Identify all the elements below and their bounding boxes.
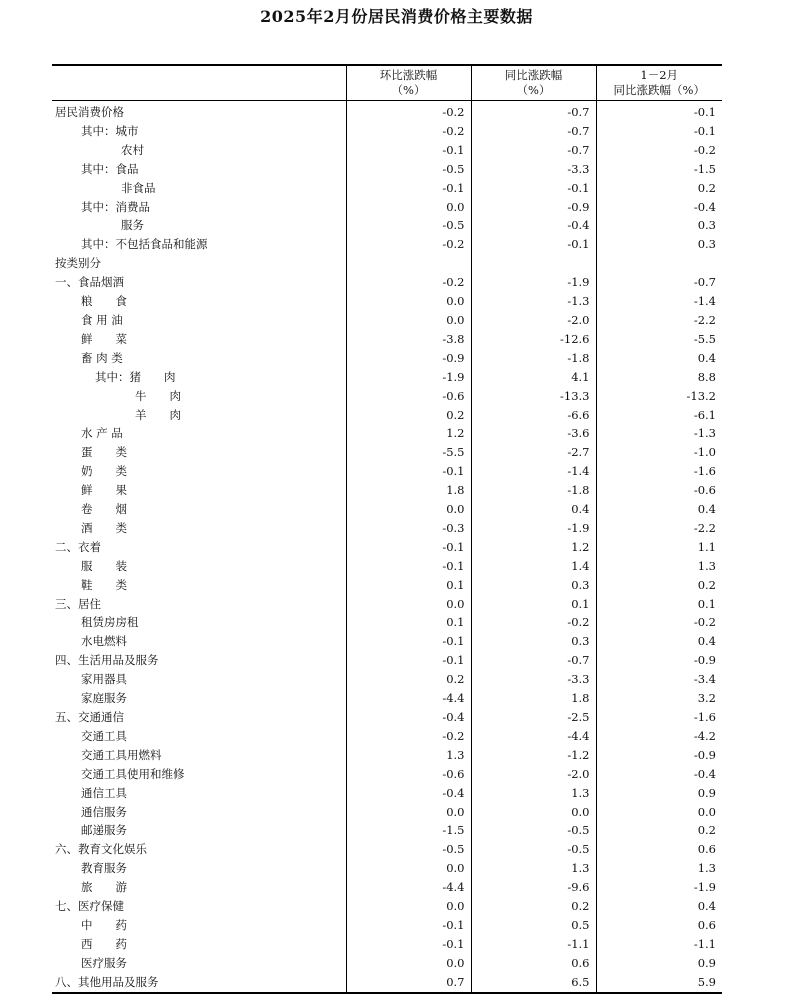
cell-yoy: 0.5 xyxy=(471,916,596,935)
cell-ytd: -1.6 xyxy=(693,464,716,479)
table-row xyxy=(52,973,722,993)
cell-ytd: 0.6 xyxy=(697,917,716,932)
cell-ytd: 0.6 xyxy=(697,842,716,857)
cell-yoy: -6.6 xyxy=(471,406,596,425)
cell-mom: -0.1 xyxy=(346,916,471,935)
cell-ytd: -1.9 xyxy=(693,880,716,895)
row-label: 蛋 类 xyxy=(52,443,346,462)
table-row xyxy=(52,443,722,462)
table-row xyxy=(52,216,722,235)
cell-yoy: -0.1 xyxy=(471,235,596,254)
cell-mom: -0.2 xyxy=(346,727,471,746)
row-label: 三、居住 xyxy=(52,595,346,614)
table-row xyxy=(52,557,722,576)
row-label: 教育服务 xyxy=(52,859,346,878)
cell-ytd: -1.5 xyxy=(693,161,716,176)
cell-mom: 0.2 xyxy=(346,406,471,425)
row-label: 一、食品烟酒 xyxy=(52,273,346,292)
cell-ytd: -1.0 xyxy=(693,445,716,460)
row-label: 卷 烟 xyxy=(52,500,346,519)
header-mom-line1: 环比涨跌幅 xyxy=(379,68,438,82)
table-row xyxy=(52,160,722,179)
cell-yoy: -3.6 xyxy=(471,424,596,443)
row-label: 居民消费价格 xyxy=(52,101,346,122)
cell-mom: 0.0 xyxy=(346,954,471,973)
table-row xyxy=(52,576,722,595)
table-row xyxy=(52,765,722,784)
cell-yoy: 0.2 xyxy=(471,897,596,916)
table-row xyxy=(52,821,722,840)
row-label: 农村 xyxy=(52,141,346,160)
table-row xyxy=(52,859,722,878)
cell-yoy: 1.2 xyxy=(471,538,596,557)
row-label: 奶 类 xyxy=(52,462,346,481)
row-label: 旅 游 xyxy=(52,878,346,897)
table-row xyxy=(52,840,722,859)
cell-ytd: -0.2 xyxy=(693,615,716,630)
cell-mom: -0.1 xyxy=(346,462,471,481)
cell-ytd: 1.3 xyxy=(697,861,716,876)
row-label: 七、医疗保健 xyxy=(52,897,346,916)
cell-mom: 0.7 xyxy=(346,973,471,993)
header-ytd-line1: 1－2月 xyxy=(640,68,679,82)
cell-yoy: 1.8 xyxy=(471,689,596,708)
cell-mom: 0.0 xyxy=(346,897,471,916)
cell-yoy: -1.1 xyxy=(471,935,596,954)
cell-ytd: -0.7 xyxy=(693,275,716,290)
row-label: 中 药 xyxy=(52,916,346,935)
table-row xyxy=(52,784,722,803)
cell-ytd: -13.2 xyxy=(686,388,716,403)
cell-ytd: 5.9 xyxy=(697,974,716,989)
table-row xyxy=(52,595,722,614)
cell-mom: -0.5 xyxy=(346,160,471,179)
cell-mom: -0.2 xyxy=(346,122,471,141)
cell-ytd: 0.2 xyxy=(697,577,716,592)
table-row xyxy=(52,935,722,954)
row-label: 其中：猪 肉 xyxy=(52,368,346,387)
cell-yoy: -2.5 xyxy=(471,708,596,727)
cell-ytd: 0.3 xyxy=(697,237,716,252)
row-label: 西 药 xyxy=(52,935,346,954)
cell-yoy: -3.3 xyxy=(471,670,596,689)
table-header-row xyxy=(52,65,722,101)
table-row xyxy=(52,954,722,973)
table-row xyxy=(52,708,722,727)
cell-ytd: 0.4 xyxy=(697,502,716,517)
cell-yoy: -0.5 xyxy=(471,840,596,859)
cell-ytd: 0.2 xyxy=(697,823,716,838)
cell-mom: -1.9 xyxy=(346,368,471,387)
cell-mom: -0.2 xyxy=(346,273,471,292)
table-row xyxy=(52,803,722,822)
cell-yoy: -4.4 xyxy=(471,727,596,746)
table-body xyxy=(52,101,722,993)
cell-mom: 1.2 xyxy=(346,424,471,443)
cell-mom: -0.1 xyxy=(346,141,471,160)
row-label: 非食品 xyxy=(52,179,346,198)
cell-ytd: -0.9 xyxy=(693,747,716,762)
cell-ytd: -2.2 xyxy=(693,312,716,327)
cell-mom: 0.0 xyxy=(346,803,471,822)
row-label: 鲜 果 xyxy=(52,481,346,500)
cell-mom: -0.5 xyxy=(346,216,471,235)
table-row xyxy=(52,254,722,273)
header-yoy xyxy=(471,65,596,101)
header-ytd xyxy=(596,65,722,101)
cell-ytd: -1.4 xyxy=(693,294,716,309)
table-row xyxy=(52,916,722,935)
cell-mom: -0.4 xyxy=(346,708,471,727)
row-label: 鲜 菜 xyxy=(52,330,346,349)
table-row xyxy=(52,101,722,122)
cell-mom: -0.2 xyxy=(346,101,471,122)
cell-mom: 0.0 xyxy=(346,198,471,217)
cell-mom: -0.6 xyxy=(346,765,471,784)
cell-yoy: -2.0 xyxy=(471,311,596,330)
cell-yoy: -0.7 xyxy=(471,101,596,122)
cell-mom: 1.3 xyxy=(346,746,471,765)
cell-yoy xyxy=(471,254,596,273)
cell-ytd: 0.2 xyxy=(697,180,716,195)
cell-yoy: -1.9 xyxy=(471,519,596,538)
cell-ytd: -1.6 xyxy=(693,710,716,724)
cell-ytd: 1.3 xyxy=(697,558,716,573)
row-label: 邮递服务 xyxy=(52,821,346,840)
cell-yoy: 1.3 xyxy=(471,784,596,803)
cell-mom: -4.4 xyxy=(346,689,471,708)
cell-ytd: 1.1 xyxy=(697,539,716,554)
row-label: 食 用 油 xyxy=(52,311,346,330)
cell-mom: -0.6 xyxy=(346,387,471,406)
cell-ytd: 0.1 xyxy=(697,596,716,611)
cell-ytd: 0.4 xyxy=(697,350,716,365)
cell-ytd: 0.4 xyxy=(697,899,716,914)
cell-mom xyxy=(346,254,471,273)
table-row xyxy=(52,273,722,292)
cell-ytd: -5.5 xyxy=(693,331,716,346)
table-row xyxy=(52,632,722,651)
cell-mom: -0.1 xyxy=(346,935,471,954)
table-row xyxy=(52,349,722,368)
table-row xyxy=(52,179,722,198)
header-mom-line2: （%） xyxy=(391,83,426,97)
cell-ytd: -6.1 xyxy=(693,407,716,422)
table-row xyxy=(52,651,722,670)
cell-ytd: -0.9 xyxy=(693,653,716,668)
cell-yoy: -1.2 xyxy=(471,746,596,765)
cell-mom: -1.5 xyxy=(346,821,471,840)
cell-yoy: 4.1 xyxy=(471,368,596,387)
row-label: 交通工具 xyxy=(52,727,346,746)
table-row xyxy=(52,746,722,765)
cell-ytd: 8.8 xyxy=(697,369,716,384)
cell-ytd: -1.1 xyxy=(693,936,716,951)
table-row xyxy=(52,481,722,500)
row-label: 牛 肉 xyxy=(52,387,346,406)
cell-yoy: -3.3 xyxy=(471,160,596,179)
table-row xyxy=(52,897,722,916)
cell-ytd: -1.3 xyxy=(693,426,716,441)
row-label: 其中：不包括食品和能源 xyxy=(52,235,346,254)
header-mom xyxy=(346,65,471,101)
document-title: 2025年2月份居民消费价格主要数据 xyxy=(260,7,533,26)
cell-ytd: -0.2 xyxy=(693,142,716,157)
cell-yoy: 0.4 xyxy=(471,500,596,519)
cell-yoy: 0.6 xyxy=(471,954,596,973)
cell-mom: -0.3 xyxy=(346,519,471,538)
cell-ytd: -0.1 xyxy=(693,123,716,138)
row-label: 交通工具用燃料 xyxy=(52,746,346,765)
cell-mom: 0.2 xyxy=(346,670,471,689)
cell-yoy: -1.9 xyxy=(471,273,596,292)
table-row xyxy=(52,122,722,141)
row-label: 羊 肉 xyxy=(52,406,346,425)
table-row xyxy=(52,878,722,897)
cell-yoy: -0.2 xyxy=(471,613,596,632)
cell-mom: 0.1 xyxy=(346,613,471,632)
cell-yoy: -0.1 xyxy=(471,179,596,198)
cell-ytd: -0.4 xyxy=(693,766,716,781)
header-yoy-line1: 同比涨跌幅 xyxy=(504,68,563,82)
row-label: 六、教育文化娱乐 xyxy=(52,840,346,859)
row-label: 鞋 类 xyxy=(52,576,346,595)
table-row xyxy=(52,198,722,217)
row-label: 五、交通通信 xyxy=(52,708,346,727)
row-label: 家用器具 xyxy=(52,670,346,689)
cell-ytd: 0.3 xyxy=(697,218,716,233)
cell-ytd xyxy=(596,254,722,273)
cell-yoy: 1.3 xyxy=(471,859,596,878)
table-row xyxy=(52,424,722,443)
table-row xyxy=(52,670,722,689)
table-row xyxy=(52,141,722,160)
cell-ytd: 0.4 xyxy=(697,634,716,649)
cell-ytd: 0.9 xyxy=(697,785,716,800)
cell-ytd: 0.0 xyxy=(697,804,716,819)
cell-mom: 0.0 xyxy=(346,292,471,311)
table-row xyxy=(52,235,722,254)
row-label: 按类别分 xyxy=(52,254,346,273)
cell-yoy: -1.3 xyxy=(471,292,596,311)
row-label: 水 产 品 xyxy=(52,424,346,443)
cell-mom: -0.1 xyxy=(346,538,471,557)
cell-yoy: 6.5 xyxy=(471,973,596,993)
cell-ytd: -0.6 xyxy=(693,483,716,498)
cell-yoy: -0.4 xyxy=(471,216,596,235)
cell-ytd: -0.1 xyxy=(693,105,716,119)
cell-yoy: -0.7 xyxy=(471,141,596,160)
header-label-column xyxy=(52,65,346,101)
table-row xyxy=(52,368,722,387)
table-row xyxy=(52,613,722,632)
cell-mom: -0.2 xyxy=(346,235,471,254)
row-label: 其中：消费品 xyxy=(52,198,346,217)
row-label: 其中：食品 xyxy=(52,160,346,179)
cell-yoy: 1.4 xyxy=(471,557,596,576)
cell-mom: -0.1 xyxy=(346,179,471,198)
cell-mom: 0.0 xyxy=(346,311,471,330)
cell-mom: -0.4 xyxy=(346,784,471,803)
cell-ytd: -3.4 xyxy=(693,672,716,687)
cell-mom: -0.1 xyxy=(346,651,471,670)
cell-mom: 0.0 xyxy=(346,859,471,878)
cell-yoy: -13.3 xyxy=(471,387,596,406)
cell-mom: 0.1 xyxy=(346,576,471,595)
row-label: 八、其他用品及服务 xyxy=(52,973,346,993)
cell-yoy: -1.4 xyxy=(471,462,596,481)
cell-mom: -5.5 xyxy=(346,443,471,462)
cell-mom: 0.0 xyxy=(346,595,471,614)
row-label: 医疗服务 xyxy=(52,954,346,973)
row-label: 其中：城市 xyxy=(52,122,346,141)
row-label: 四、生活用品及服务 xyxy=(52,651,346,670)
cell-mom: -0.5 xyxy=(346,840,471,859)
cell-mom: -4.4 xyxy=(346,878,471,897)
cell-mom: -0.9 xyxy=(346,349,471,368)
row-label: 租赁房房租 xyxy=(52,613,346,632)
table-row xyxy=(52,292,722,311)
cell-yoy: 0.0 xyxy=(471,803,596,822)
table-row xyxy=(52,689,722,708)
table-row xyxy=(52,462,722,481)
row-label: 二、衣着 xyxy=(52,538,346,557)
cell-yoy: -0.5 xyxy=(471,821,596,840)
cell-yoy: -0.7 xyxy=(471,651,596,670)
row-label: 水电燃料 xyxy=(52,632,346,651)
cell-mom: 0.0 xyxy=(346,500,471,519)
cell-yoy: -2.0 xyxy=(471,765,596,784)
table-row xyxy=(52,519,722,538)
table-row xyxy=(52,500,722,519)
cell-ytd: 3.2 xyxy=(697,691,716,706)
cell-mom: -0.1 xyxy=(346,632,471,651)
header-yoy-line2: （%） xyxy=(516,83,551,97)
row-label: 通信服务 xyxy=(52,803,346,822)
cell-yoy: -12.6 xyxy=(471,330,596,349)
cell-ytd: 0.9 xyxy=(697,955,716,970)
cell-mom: 1.8 xyxy=(346,481,471,500)
table-row xyxy=(52,727,722,746)
cell-yoy: -9.6 xyxy=(471,878,596,897)
cell-ytd: -4.2 xyxy=(693,728,716,743)
row-label: 粮 食 xyxy=(52,292,346,311)
row-label: 通信工具 xyxy=(52,784,346,803)
cell-yoy: -1.8 xyxy=(471,349,596,368)
cell-yoy: -2.7 xyxy=(471,443,596,462)
cell-yoy: 0.3 xyxy=(471,576,596,595)
table-row xyxy=(52,330,722,349)
header-ytd-line2: 同比涨跌幅（%） xyxy=(613,83,705,97)
cell-yoy: 0.1 xyxy=(471,595,596,614)
cell-yoy: 0.3 xyxy=(471,632,596,651)
cell-mom: -3.8 xyxy=(346,330,471,349)
cell-yoy: -0.9 xyxy=(471,198,596,217)
table-row xyxy=(52,538,722,557)
table-row xyxy=(52,311,722,330)
row-label: 酒 类 xyxy=(52,519,346,538)
table-row xyxy=(52,406,722,425)
row-label: 家庭服务 xyxy=(52,689,346,708)
row-label: 服 装 xyxy=(52,557,346,576)
cell-ytd: -2.2 xyxy=(693,520,716,535)
row-label: 交通工具使用和维修 xyxy=(52,765,346,784)
row-label: 畜 肉 类 xyxy=(52,349,346,368)
cpi-table xyxy=(52,64,722,994)
cell-yoy: -1.8 xyxy=(471,481,596,500)
cell-ytd: -0.4 xyxy=(693,199,716,214)
cell-mom: -0.1 xyxy=(346,557,471,576)
row-label: 服务 xyxy=(52,216,346,235)
table-row xyxy=(52,387,722,406)
cell-yoy: -0.7 xyxy=(471,122,596,141)
